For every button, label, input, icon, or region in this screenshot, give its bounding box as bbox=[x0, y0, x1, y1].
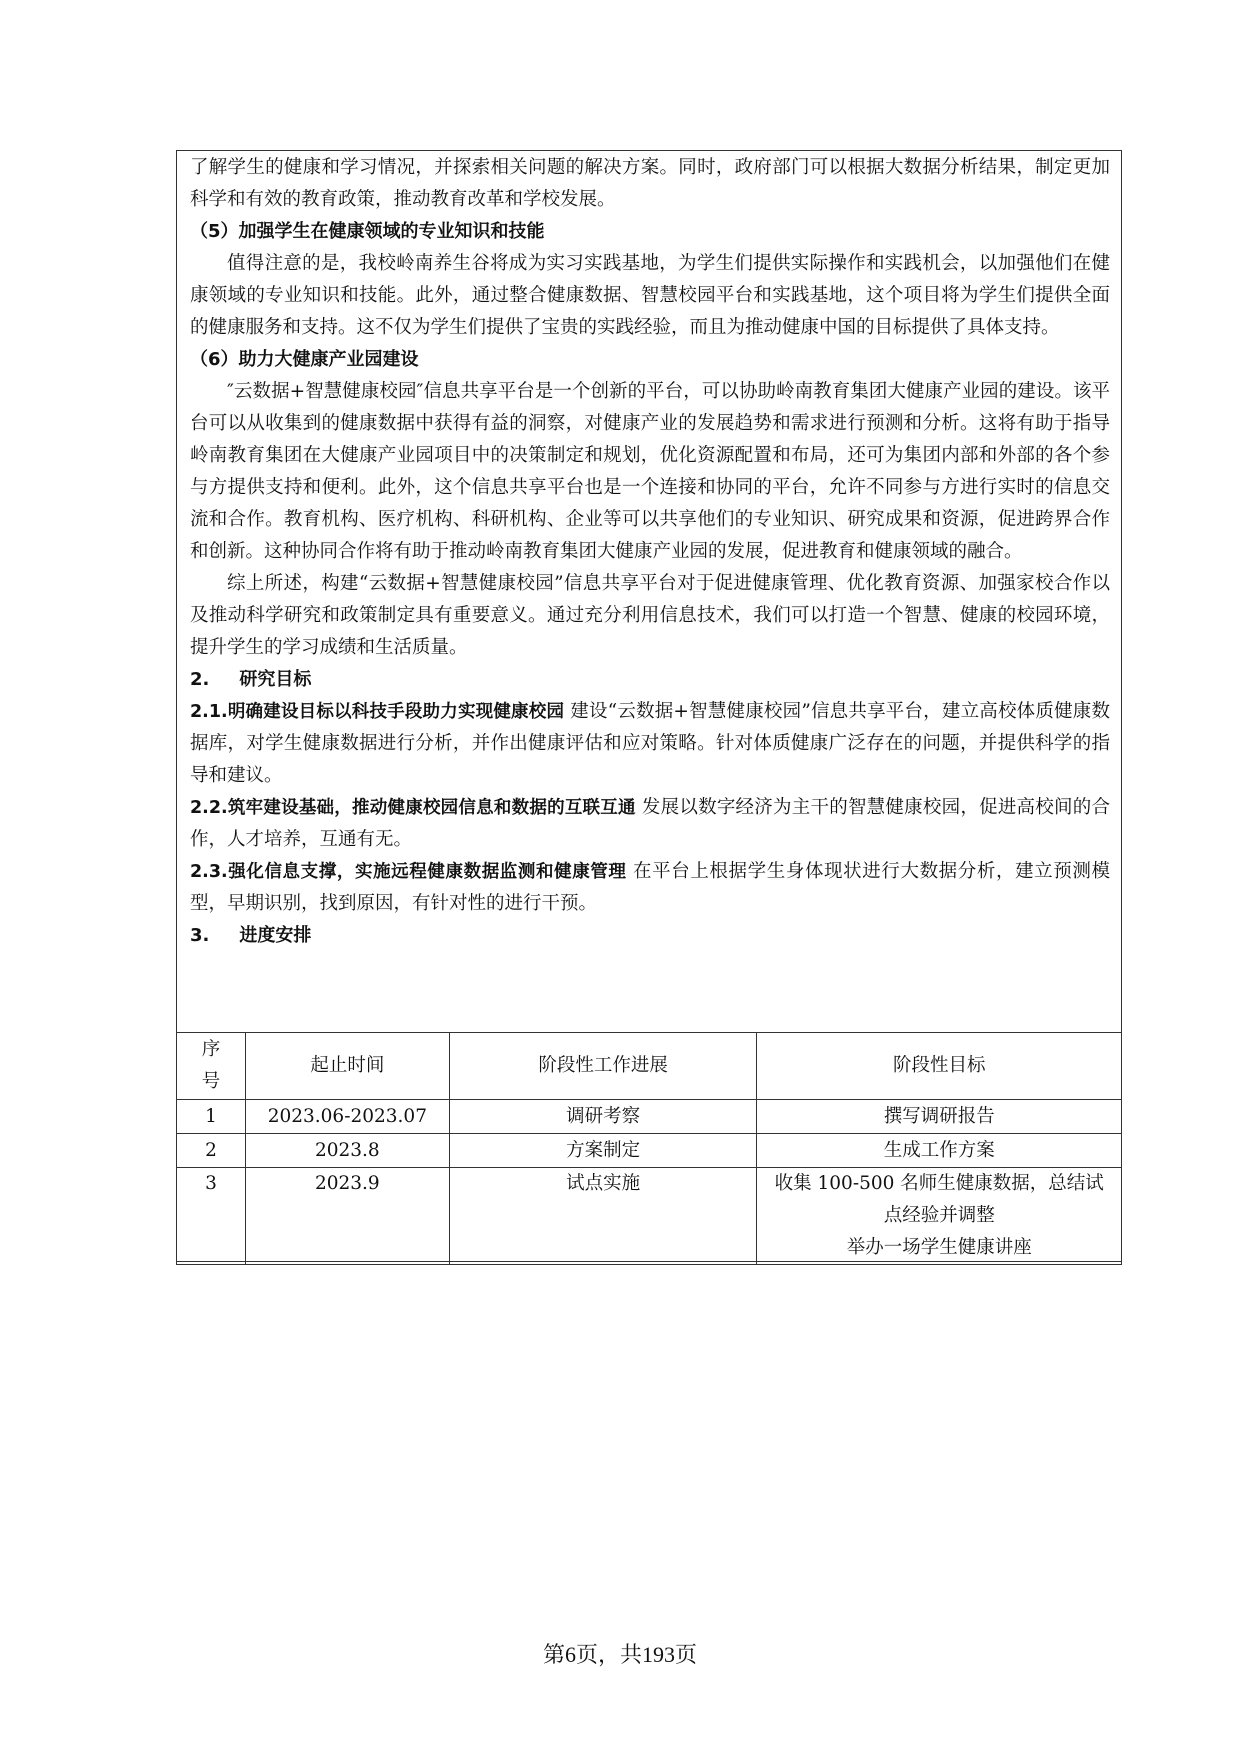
goal-item-text: 发展以数字经济为主干的智慧健康校园，促进高校间的合作，人才培养，互通有无。 bbox=[190, 797, 1110, 850]
table-row bbox=[177, 1100, 1122, 1134]
goal-item bbox=[190, 696, 1110, 792]
cell-goal: 撰写调研报告 bbox=[757, 1100, 1122, 1134]
goal-item-text: 在平台上根据学生身体现状进行大数据分析，建立预测模型，早期识别，找到原因，有针对性的进行干预。 bbox=[190, 861, 1110, 914]
section-2-title: 研究目标 bbox=[239, 669, 312, 690]
section-3-number: 3. bbox=[190, 925, 210, 946]
document-body bbox=[190, 152, 1110, 952]
section-2-heading bbox=[190, 664, 1110, 696]
cell-time: 2023.9 bbox=[245, 1168, 449, 1265]
table-row bbox=[177, 1168, 1122, 1265]
header-seq: 序 号 bbox=[177, 1033, 246, 1100]
heading-5: （5）加强学生在健康领域的专业知识和技能 bbox=[190, 221, 545, 242]
page-footer: 第6页，共193页 bbox=[542, 1642, 697, 1667]
paragraph-practice-base: 值得注意的是，我校岭南养生谷将成为实习实践基地，为学生们提供实际操作和实践机会，以加强他们在健康领域的专业知识和技能。此外，通过整合健康数据、智慧校园平台和实践基地，这个项目将为学生们提供全面的健康服务和支持。这不仅为学生们提供了宝贵的实践经验，而且为推动健康中国的目标提供了具体支持。 bbox=[190, 253, 1110, 338]
goal-item bbox=[190, 856, 1110, 920]
cell-seq: 2 bbox=[177, 1134, 246, 1168]
paragraph-industrial-park: ″云数据+智慧健康校园″信息共享平台是一个创新的平台，可以协助岭南教育集团大健康产业园的建设。该平台可以从收集到的健康数据中获得有益的洞察，对健康产业的发展趋势和需求进行预测和分析。这将有助于指导岭南教育集团在大健康产业园项目中的决策制定和规划，优化资源配置和布局，还可为集团内部和外部的各个参与方提供支持和便利。此外，这个信息共享平台也是一个连接和协同的平台，允许不同参与方进行实时的信息交流和合作。教育机构、医疗机构、科研机构、企业等可以共享他们的专业知识、研究成果和资源，促进跨界合作和创新。这种协同合作将有助于推动岭南教育集团大健康产业园的发展，促进教育和健康领域的融合。 bbox=[190, 381, 1110, 562]
header-goal: 阶段性目标 bbox=[757, 1033, 1122, 1100]
goal-item bbox=[190, 792, 1110, 856]
goal-item-label: 2.2.筑牢建设基础，推动健康校园信息和数据的互联互通 bbox=[190, 798, 636, 818]
section-2-number: 2. bbox=[190, 669, 210, 690]
cell-seq: 1 bbox=[177, 1100, 246, 1134]
heading-6: （6）助力大健康产业园建设 bbox=[190, 349, 419, 370]
header-time: 起止时间 bbox=[245, 1033, 449, 1100]
cell-progress: 调研考察 bbox=[449, 1100, 757, 1134]
table-header-row bbox=[177, 1033, 1122, 1100]
header-progress: 阶段性工作进展 bbox=[449, 1033, 757, 1100]
schedule-table bbox=[176, 1032, 1122, 1265]
section-3-heading bbox=[190, 920, 1110, 952]
cell-progress: 方案制定 bbox=[449, 1134, 757, 1168]
paragraph-continued: 了解学生的健康和学习情况，并探索相关问题的解决方案。同时，政府部门可以根据大数据分析结果，制定更加科学和有效的教育政策，推动教育改革和学校发展。 bbox=[190, 157, 1110, 210]
section-3-title: 进度安排 bbox=[239, 925, 312, 946]
cell-seq: 3 bbox=[177, 1168, 246, 1265]
cell-time: 2023.06-2023.07 bbox=[245, 1100, 449, 1134]
paragraph-summary: 综上所述，构建“云数据+智慧健康校园”信息共享平台对于促进健康管理、优化教育资源、加强家校合作以及推动科学研究和政策制定具有重要意义。通过充分利用信息技术，我们可以打造一个智慧、健康的校园环境，提升学生的学习成绩和生活质量。 bbox=[190, 573, 1110, 658]
cell-goal: 生成工作方案 bbox=[757, 1134, 1122, 1168]
cell-time: 2023.8 bbox=[245, 1134, 449, 1168]
table-row bbox=[177, 1134, 1122, 1168]
goal-item-label: 2.1.明确建设目标以科技手段助力实现健康校园 bbox=[190, 702, 565, 722]
goal-item-label: 2.3.强化信息支撑，实施远程健康数据监测和健康管理 bbox=[190, 862, 627, 882]
cell-goal: 收集 100-500 名师生健康数据，总结试 点经验并调整 举办一场学生健康讲座 bbox=[757, 1168, 1122, 1265]
goal-item-text: 建设“云数据+智慧健康校园”信息共享平台，建立高校体质健康数据库，对学生健康数据进行分析，并作出健康评估和应对策略。针对体质健康广泛存在的问题，并提供科学的指导和建议。 bbox=[190, 701, 1110, 786]
cell-progress: 试点实施 bbox=[449, 1168, 757, 1265]
